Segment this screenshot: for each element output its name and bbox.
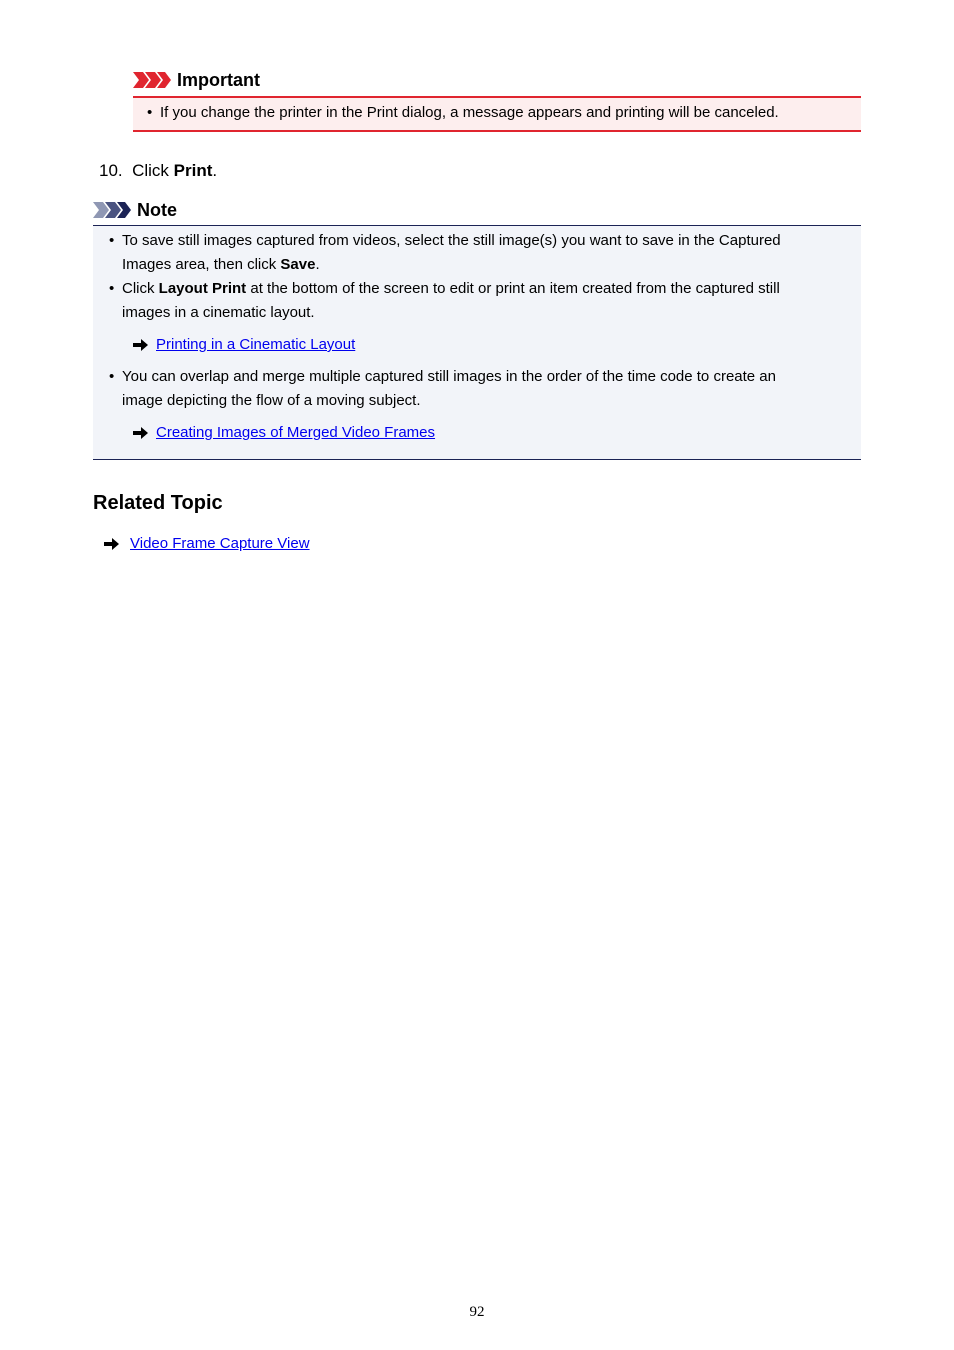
page-number: 92 [469,1304,485,1320]
step-10 [99,161,217,181]
note-item-save-line2 [122,253,781,277]
bullet: • [109,368,115,385]
bold-text: Layout Print [158,280,247,297]
step-text-suffix: . [212,161,218,180]
bullet: • [147,104,153,121]
related-topic-heading: Related Topic [93,492,223,514]
bullet: • [109,280,115,297]
important-item-text: If you change the printer in the Print dialog, a message appears and printing will be canceled. [160,104,779,121]
link-video-frame-capture-view[interactable]: Video Frame Capture View [130,535,310,552]
note-item-layout-print-line2: images in a cinematic layout. [122,304,315,321]
step-number: 10. [99,161,123,180]
step-text-bold: Print [173,161,213,180]
important-title: Important [177,69,260,90]
note-item-merge [109,365,776,413]
note-title: Note [137,199,177,220]
note-item-save [109,229,781,277]
step-text-prefix: Click [132,161,174,180]
link-row-cinematic [133,336,355,353]
text: at the bottom of the screen to edit or print an item created from the captured still [246,280,780,297]
link-creating-merged-frames[interactable]: Creating Images of Merged Video Frames [156,424,436,441]
important-item [147,104,779,121]
note-header [93,198,177,222]
link-row-merged [133,424,435,441]
arrow-right-icon [133,427,148,439]
arrow-right-icon [104,538,119,550]
arrow-right-icon [133,339,148,351]
note-item-save-line1: To save still images captured from videos, select the still image(s) you want to save in the Captured [122,232,781,249]
link-printing-cinematic-layout[interactable]: Printing in a Cinematic Layout [156,336,356,353]
note-item-merge-line2: image depicting the flow of a moving subject. [122,392,421,409]
text: . [315,256,320,273]
note-item-layout-print [109,277,780,325]
note-item-layout-print-line1 [122,277,780,301]
bullet: • [109,232,115,249]
important-header [133,68,260,92]
note-chevrons-icon [93,202,133,218]
text: Click [122,280,159,297]
note-item-merge-line1: You can overlap and merge multiple captured still images in the order of the time code to create an [122,368,776,385]
bold-text: Save [280,256,316,273]
important-chevrons-icon [133,72,173,88]
text: Images area, then click [122,256,281,273]
link-row-related [104,535,310,552]
